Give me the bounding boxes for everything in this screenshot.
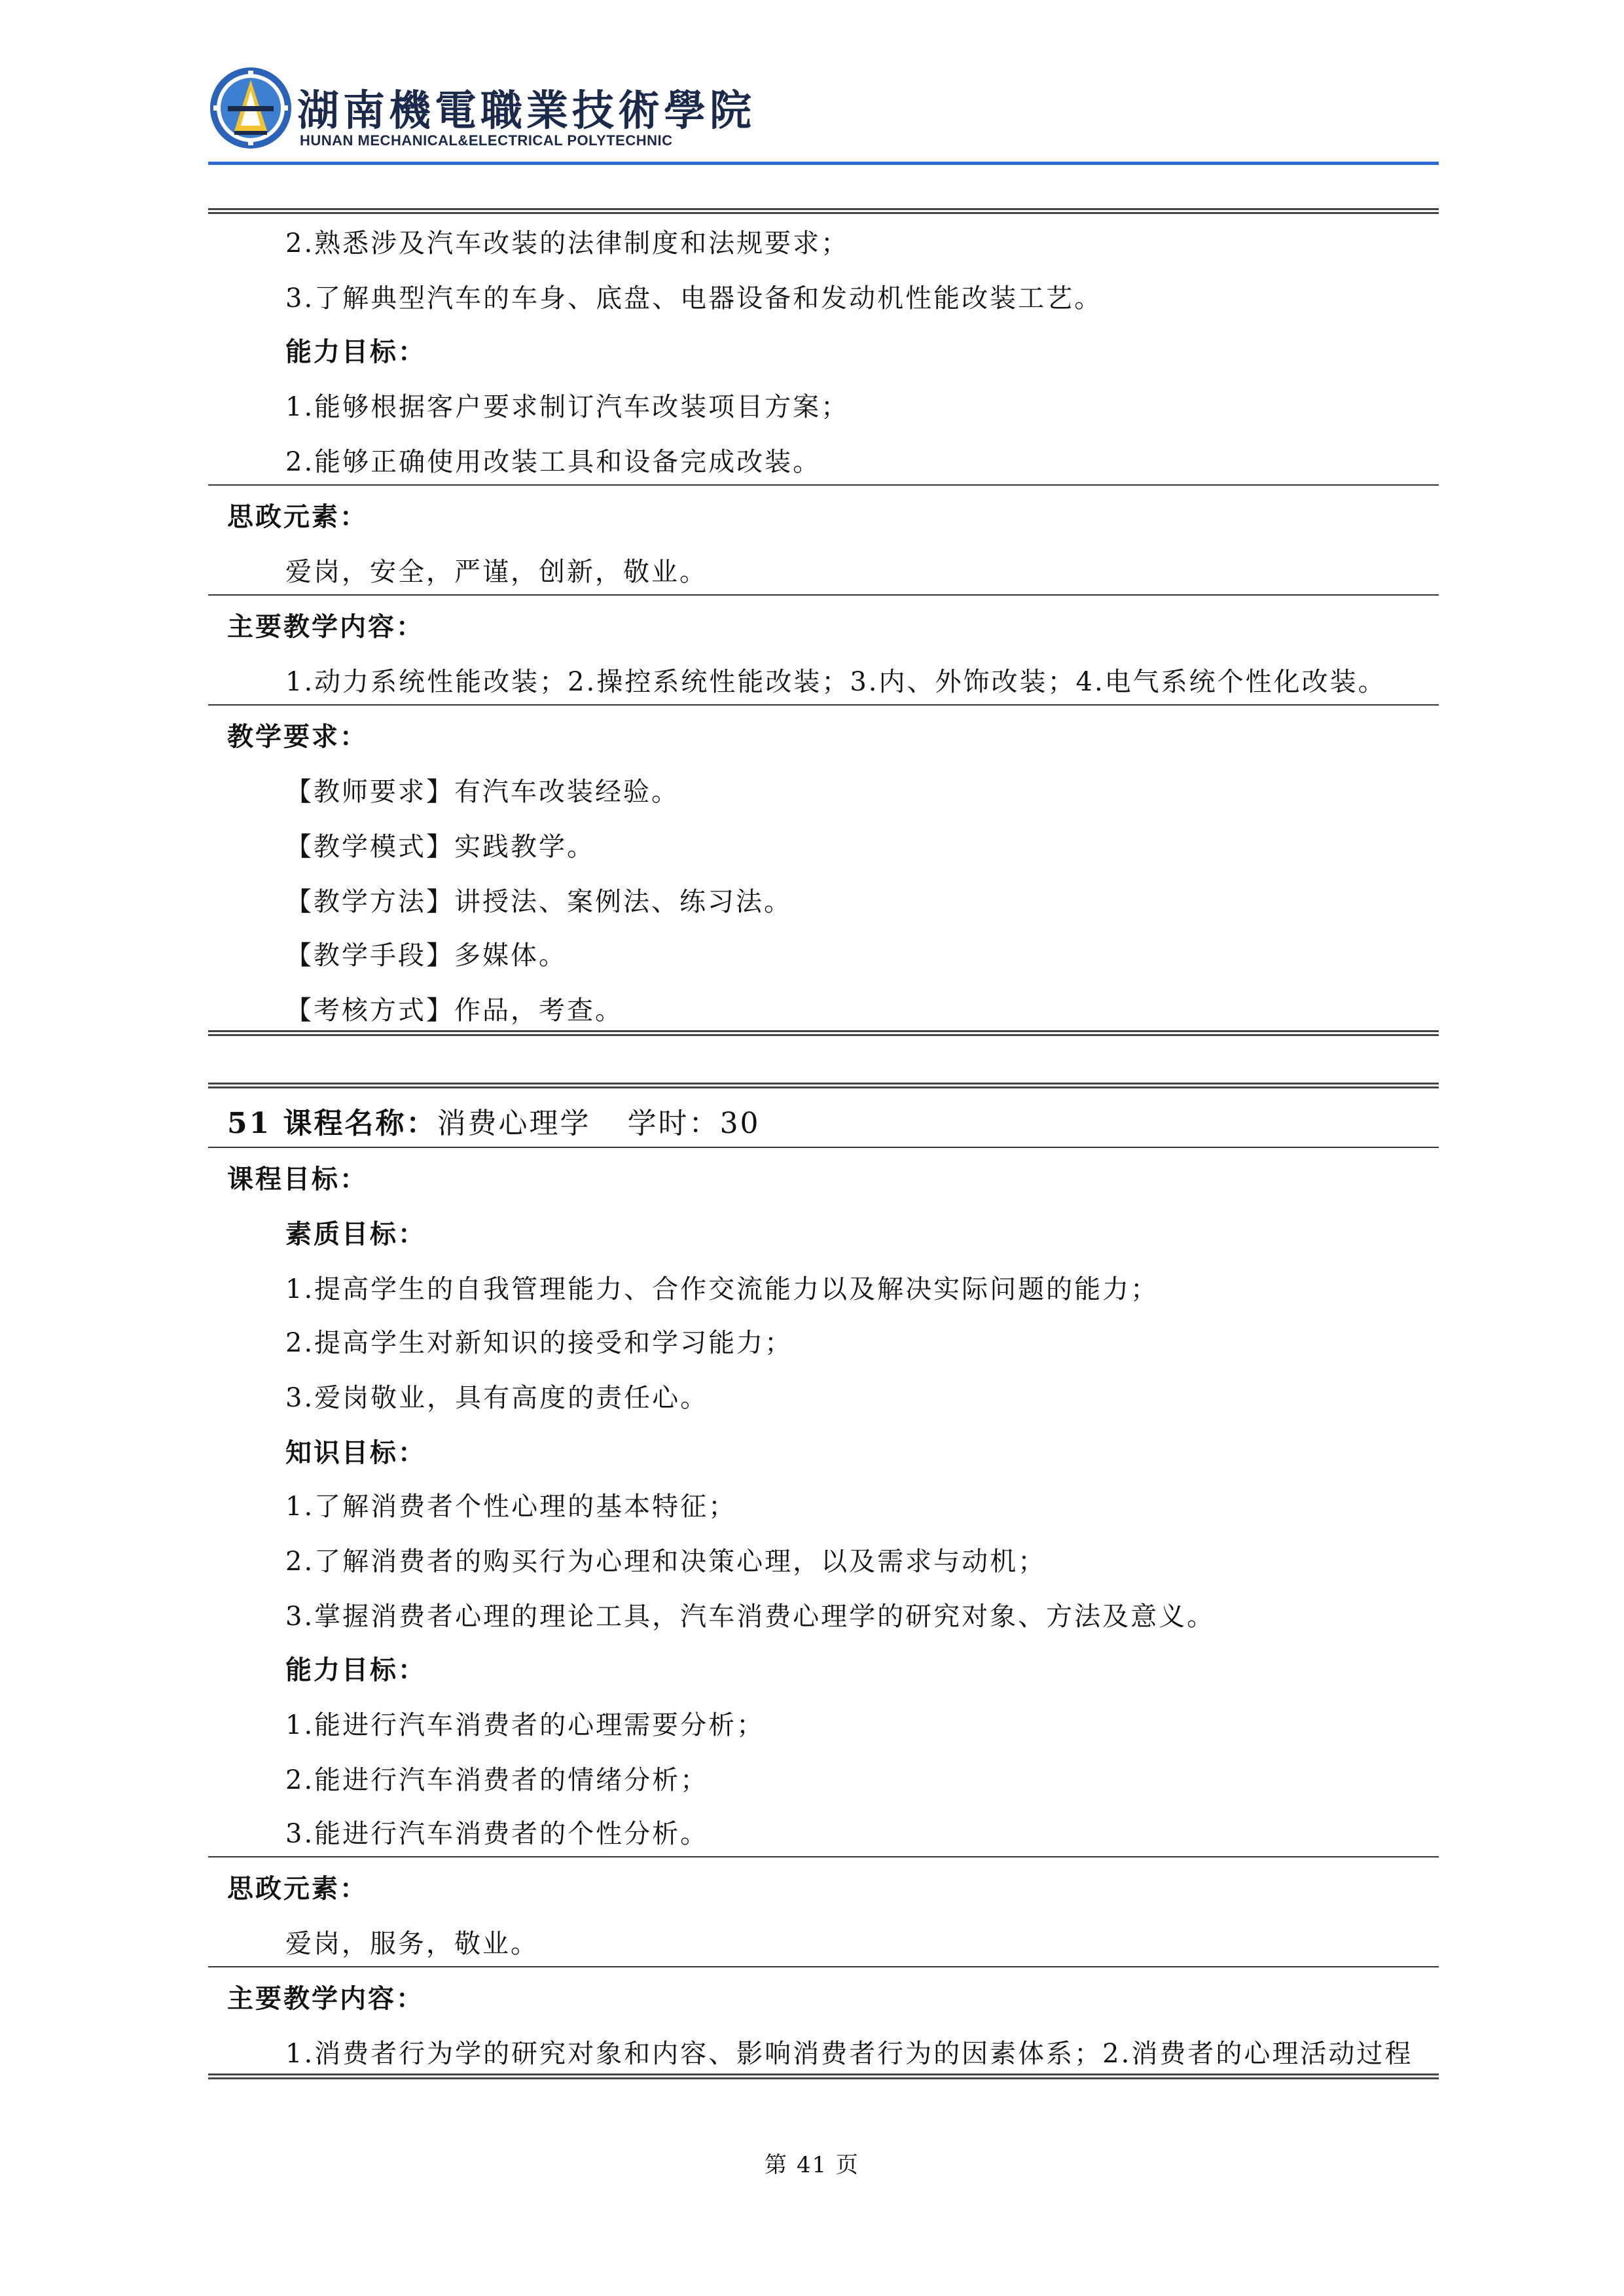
page-header [208,65,1439,164]
school-logo-icon [208,65,293,151]
content-heading: 主要教学内容： [227,611,424,642]
ability-heading: 能力目标： [285,336,426,367]
knowledge-item: 2.熟悉涉及汽车改装的法律制度和法规要求； [285,228,850,259]
course-hours-label: 学时： [627,1107,720,1140]
quality-heading: 素质目标： [285,1219,426,1249]
knowledge-item: 2.了解消费者的购买行为心理和决策心理，以及需求与动机； [285,1547,1047,1577]
section-divider [208,1147,1439,1148]
knowledge-item: 3.了解典型汽车的车身、底盘、电器设备和发动机性能改装工艺。 [285,283,1103,314]
quality-item: 2.提高学生对新知识的接受和学习能力； [285,1328,793,1358]
quality-item: 3.爱岗敬业，具有高度的责任心。 [285,1383,709,1413]
ability-item: 1.能够根据客户要求制订汽车改装项目方案； [285,392,850,422]
table-top-border [208,1083,1439,1088]
ideology-heading: 思政元素： [227,501,368,532]
page-number: 第 41 页 [765,2152,859,2178]
course-hours: 30 [719,1107,761,1140]
section-divider [208,1966,1439,1967]
school-name-cn: 湖南機電職業技術學院 [297,86,755,135]
section-divider [208,594,1439,596]
ideology-text: 爱岗，服务，敬业。 [285,1929,539,1959]
knowledge-item: 3.掌握消费者心理的理论工具，汽车消费心理学的研究对象、方法及意义。 [285,1602,1216,1632]
section-divider [208,704,1439,706]
header-accent-line [208,162,1439,165]
course-title [227,1106,761,1141]
requirement-item: 【教师要求】有汽车改装经验。 [285,777,679,807]
table-bottom-border [208,2073,1439,2079]
requirement-item: 【考核方式】作品，考查。 [285,996,623,1026]
quality-item: 1.提高学生的自我管理能力、合作交流能力以及解决实际问题的能力； [285,1274,1159,1304]
ideology-heading: 思政元素： [227,1873,368,1904]
school-name-en: HUNAN MECHANICAL&ELECTRICAL POLYTECHNIC [300,132,673,149]
ability-item: 2.能够正确使用改装工具和设备完成改装。 [285,447,821,477]
objectives-heading: 课程目标： [227,1164,368,1194]
requirement-item: 【教学方法】讲授法、案例法、练习法。 [285,887,792,917]
table-top-border [208,208,1439,214]
ability-heading: 能力目标： [285,1655,426,1685]
course-name: 消费心理学 [437,1107,591,1140]
ability-item: 2.能进行汽车消费者的情绪分析； [285,1765,709,1795]
section-divider [208,484,1439,486]
requirement-item: 【教学手段】多媒体。 [285,941,567,971]
content-text: 1.动力系统性能改装；2.操控系统性能改装；3.内、外饰改装；4.电气系统个性化改装。 [285,667,1386,697]
ability-item: 1.能进行汽车消费者的心理需要分析； [285,1710,765,1740]
knowledge-item: 1.了解消费者个性心理的基本特征； [285,1492,737,1522]
content-heading: 主要教学内容： [227,1983,424,2014]
course-number-label: 51 课程名称： [227,1107,437,1140]
knowledge-heading: 知识目标： [285,1437,426,1468]
requirement-item: 【教学模式】实践教学。 [285,832,595,862]
requirements-heading: 教学要求： [227,721,368,752]
ability-item: 3.能进行汽车消费者的个性分析。 [285,1819,709,1849]
content-text: 1.消费者行为学的研究对象和内容、影响消费者行为的因素体系；2.消费者的心理活动过程 [285,2039,1413,2069]
ideology-text: 爱岗，安全，严谨，创新，敬业。 [285,557,708,587]
table-bottom-border [208,1030,1439,1036]
section-divider [208,1856,1439,1857]
